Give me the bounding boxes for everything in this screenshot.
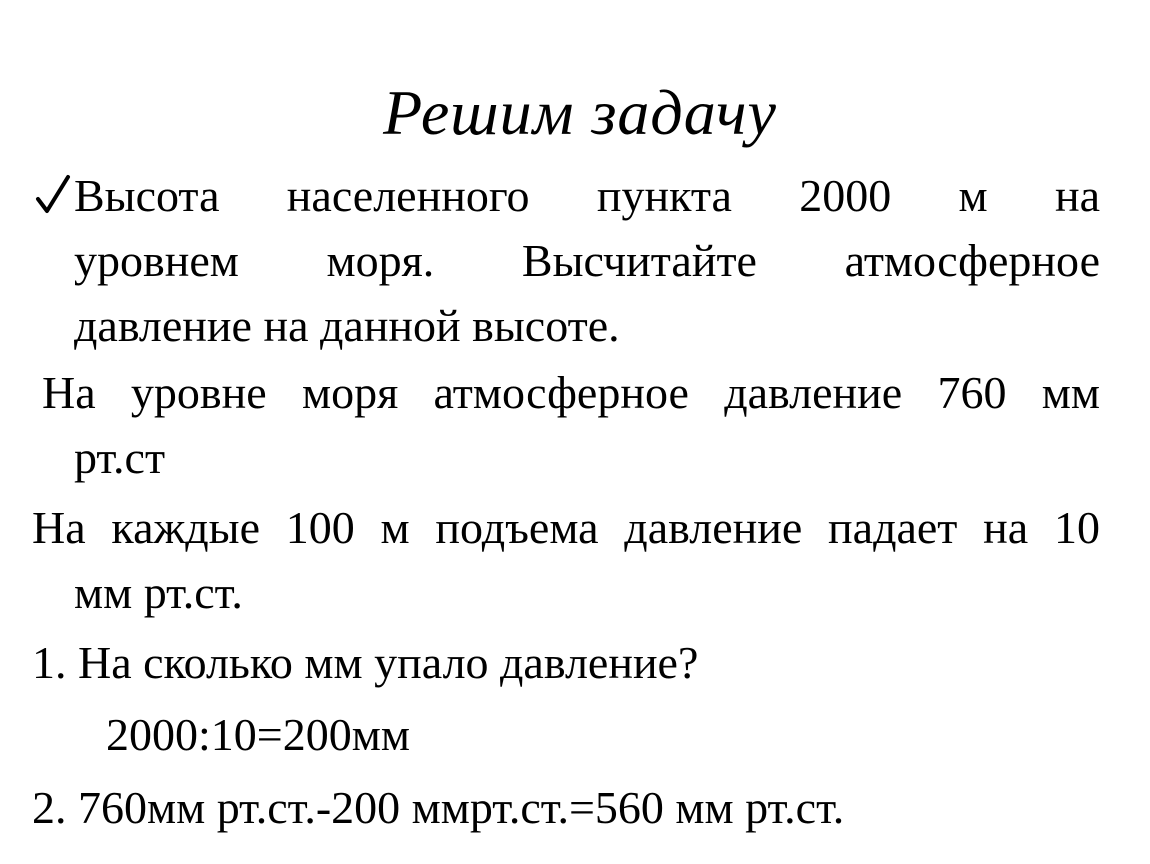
calculation-1: 2000:10=200мм (106, 709, 410, 760)
problem-line-1: Высота населенного пункта 2000 м на (74, 170, 1100, 221)
sea-level-line-1: На уровне моря атмосферное давление 760 мм (42, 367, 1100, 418)
checkmark-icon (34, 163, 72, 228)
problem-line-2: уровнем моря. Высчитайте атмосферное (74, 235, 1100, 286)
question-1: 1. На сколько мм упало давление? (32, 637, 699, 688)
problem-statement (32, 163, 1100, 358)
answer-2: 2. 760мм рт.ст.-200 ммрт.ст.=560 мм рт.ст. (32, 782, 845, 833)
sea-level-line-2: рт.ст (74, 432, 166, 483)
pressure-rule-line-2: мм рт.ст. (74, 567, 243, 618)
sea-level-pressure-text (32, 360, 1100, 490)
slide-title: Решим задачу (383, 77, 777, 148)
problem-line-3: давление на данной высоте. (74, 300, 620, 351)
pressure-drop-rule-text (32, 495, 1100, 625)
pressure-rule-line-1: На каждые 100 м подъема давление падает на 10 (32, 502, 1100, 553)
